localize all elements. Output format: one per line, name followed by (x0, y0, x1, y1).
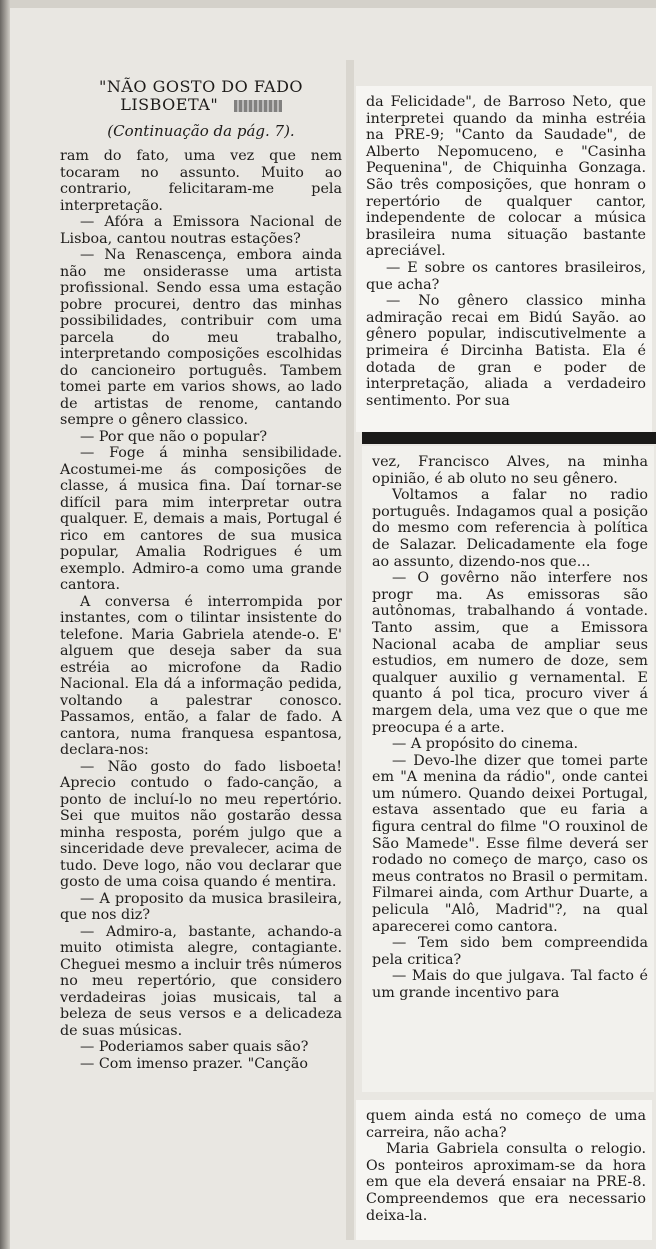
title-line-1: "NÃO GOSTO DO FADO (98, 77, 304, 96)
scan-top-band (10, 0, 656, 8)
right-top-para-3: — No gênero classico minha admiração recai em Bidú Sayão. ao gênero popular, indiscutivelmente a primeira é Dircinha Batista. Ela é dotada de gran e poder de interpretação, aliada a verdadeiro sentimento. Por sua (366, 293, 646, 409)
column-gutter (346, 60, 354, 1240)
left-para-9: — Admiro-a, bastante, achando-a muito otimista alegre, contagiante. Cheguei mesmo a incluir três números no meu repertório, que considero verdadeiras joias musicais, tal a beleza de seus versos e a delicadeza de suas músicas. (60, 923, 342, 1039)
right-top-para-1: da Felicidade", de Barroso Neto, que interpretei quando da minha estréia na PRE-9; "Canto da Saudade", de Alberto Nepomuceno, e "Casinha Pequenina", de Chiquinha Gonzaga. São três composições, que honram o repertório de qualquer cantor, independente de colocar a música brasileira numa situação bastante apreciável. (366, 94, 646, 260)
left-para-10: — Poderiamos saber quais são? (80, 1039, 309, 1055)
left-para-7: — Não gosto do fado lisboeta! Aprecio contudo o fado-canção, a ponto de incluí-lo no meu repertório. Sei que muitos não gostarão dessa minha resposta, porém julgo que a sinceridade deve prevalecer, acima de tudo. Deve logo, não vou declarar que gosto de uma coisa quando é mentira. (60, 758, 342, 890)
title-line-2: LISBOETA" (120, 95, 219, 114)
left-para-4: — Por que não o popular? (80, 428, 267, 445)
left-para-6: A conversa é interrompida por instantes, com o tilintar insistente do telefone. Maria Gabriela atende-o. E' alguem que deseja saber da sua estréia ao microfone da Radio Nacional. Ela dá a informação pedida, voltando a palestrar conosco. Passamos, então, a falar de fado. A cantora, numa franquesa espantosa, declara-nos: (60, 593, 342, 758)
left-para-8: — A proposito da musica brasileira, que nos diz? (60, 890, 342, 923)
article-title (60, 78, 342, 114)
scan-dark-band (362, 432, 656, 444)
right-bottom-para-2: Maria Gabriela consulta o relogio. Os ponteiros aproximam-se da hora em que ela deverá ensaiar na PRE-8. Compreendemos que era necessario deixa-la. (366, 1141, 646, 1224)
right-mid-para-5: — Devo-lhe dizer que tomei parte em "A menina da rádio", onde cantei um número. Quando deixei Portugal, estava assentado que eu faria a figura central do filme "O rouxinol de São Mamede". Esse filme deverá ser rodado no começo de março, caso os meus contratos no Brasil o permitam. Filmarei ainda, com Arthur Duarte, a pelicula "Alô, Madrid"?, na qual aparecerei como cantora. (372, 752, 648, 935)
left-para-2: — Afóra a Emissora Nacional de Lisboa, cantou noutras estações? (60, 214, 342, 247)
right-mid-para-3: — O govêrno não interfere nos progr ma. As emissoras são autônomas, trabalhando á vontade. Tanto assim, que a Emissora Nacional acaba de ampliar seus estudios, em numero de doze, sem qualquer auxilio g vernamental. E quanto á pol tica, procuro viver á margem dela, uma vez que o que me preocupa é a arte. (372, 570, 648, 736)
continuation-note: (Continuação da pág. 7). (107, 122, 295, 140)
left-para-11: — Com imenso prazer. "Canção (80, 1055, 309, 1072)
left-column (60, 78, 342, 1072)
left-para-1: ram do fato, uma vez que nem tocaram no assunto. Muito ao contrario, felicitaram-me pela interpretação. (60, 148, 342, 214)
right-column-bottom (356, 1100, 652, 1240)
right-mid-para-4: — A propósito do cinema. (392, 736, 579, 753)
right-mid-para-6: — Tem sido bem compreendida pela critica? (372, 935, 648, 968)
right-mid-para-2: Voltamos a falar no radio português. Indagamos qual a posição do mesmo com referencia à política de Salazar. Delicadamente ela foge ao assunto, dizendo-nos que... (372, 487, 648, 570)
right-column-middle (362, 446, 654, 1092)
right-mid-para-1: vez, Francisco Alves, na minha opinião, é ab oluto no seu gênero. (372, 454, 648, 487)
right-mid-para-7: — Mais do que julgava. Tal facto é um grande incentivo para (372, 968, 648, 1001)
right-bottom-para-1: quem ainda está no começo de uma carreira, não acha? (366, 1108, 646, 1141)
right-top-para-2: — E sobre os cantores brasileiros, que acha? (366, 259, 646, 293)
title-stamp-mark (234, 100, 282, 112)
page-binding-edge (0, 0, 10, 1249)
left-para-5: — Foge á minha sensibilidade. Acostumei-me ás composições de classe, á musica fina. Daí tornar-se difícil para mim interpretar outra qualquer. E, demais a mais, Portugal é rico em cantores de sua musica popular, Amalia Rodrigues é um exemplo. Admiro-a como uma grande cantora. (60, 445, 342, 593)
left-para-3: — Na Renascença, embora ainda não me onsiderasse uma artista profissional. Sendo essa uma estação pobre procurei, dentro das minhas possibilidades, contribuir com uma parcela do meu trabalho, interpretando composições escolhidas do cancioneiro português. Tambem tomei parte em varios shows, ao lado de artistas de renome, cantando sempre o gênero classico. (60, 247, 342, 428)
right-column-top (356, 86, 652, 432)
